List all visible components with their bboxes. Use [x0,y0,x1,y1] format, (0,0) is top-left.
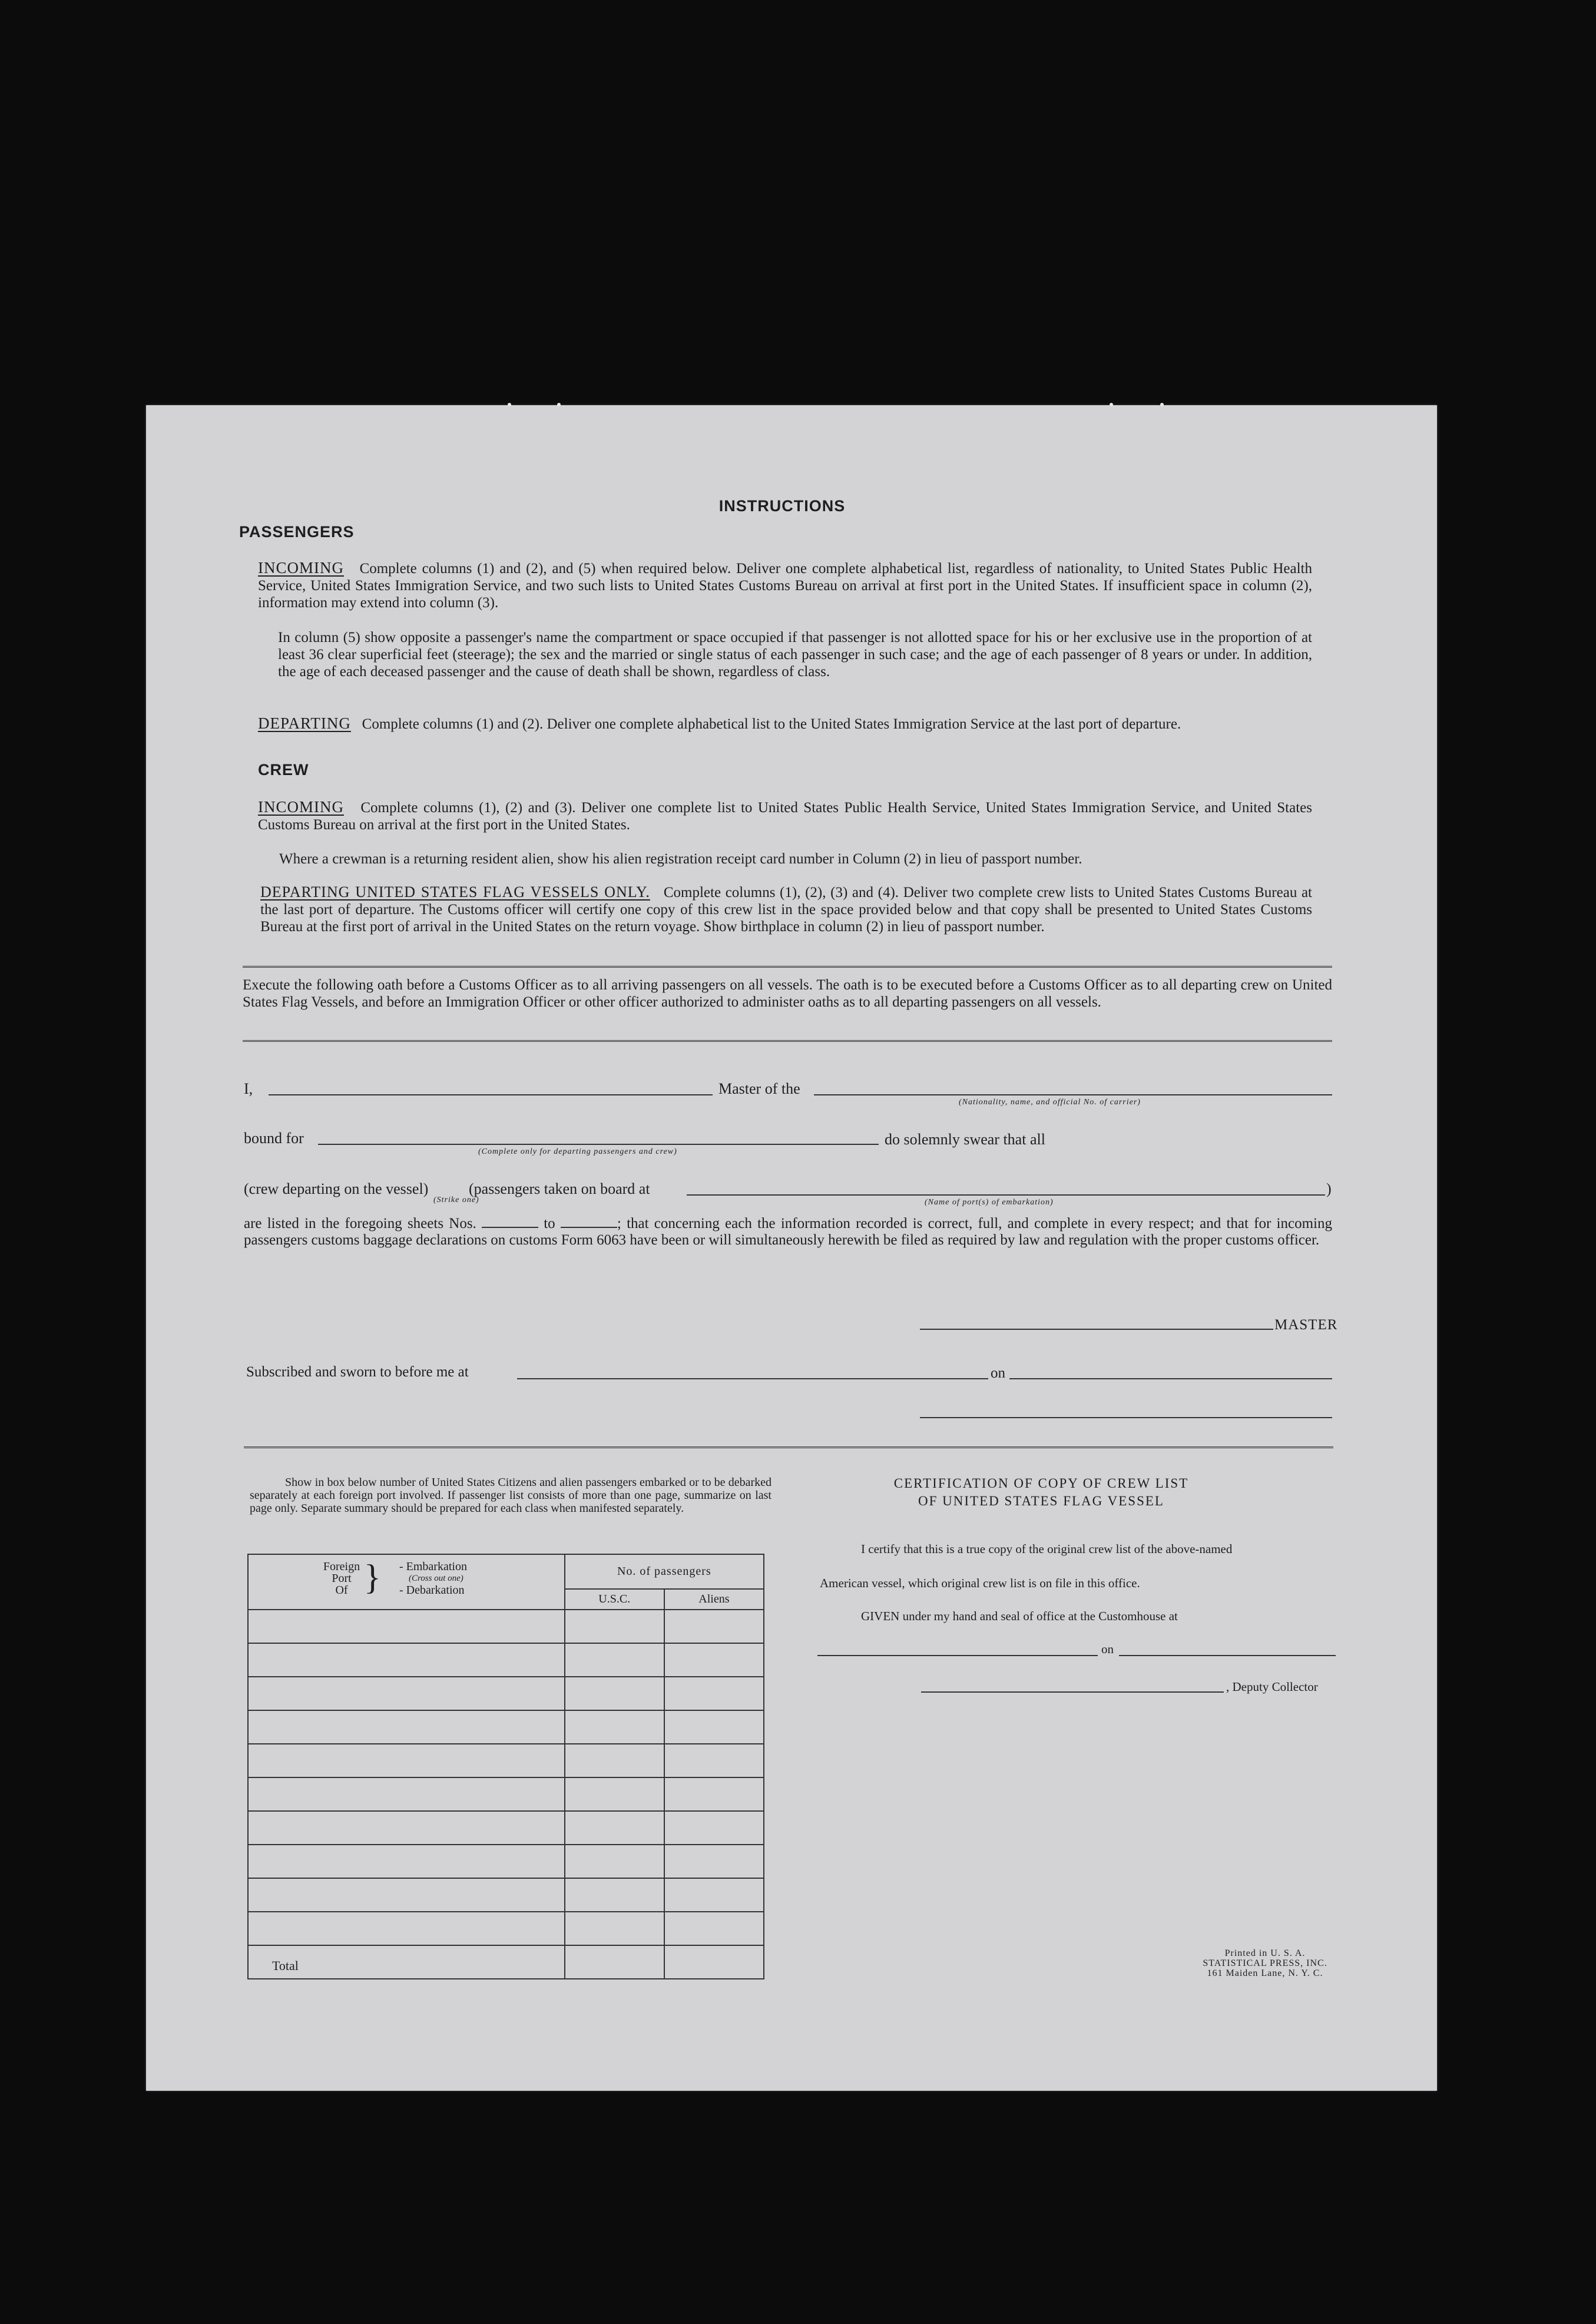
crew-incoming-label: INCOMING [258,798,344,816]
listed-to: to [544,1216,555,1231]
punch-hole-mark [1110,403,1113,406]
officer-signature-field[interactable] [920,1417,1332,1418]
certification-title-line1: CERTIFICATION OF COPY OF CREW LIST [893,1476,1189,1491]
subscribed-label: Subscribed and sworn to before me at [246,1364,469,1380]
aliens-cell[interactable] [664,1643,764,1677]
total-label: Total [248,1945,565,1979]
crew-departing-option: (crew departing on the vessel) [244,1180,429,1197]
summary-instruction: Show in box below number of United States Citizens and alien passengers embarked or to be debarked separately at each foreign port involved. If passenger list consists of more than one page, summarize on last page only. Separate summary should be prepared for each class when manifested separately. [250,1476,771,1515]
crew-departing-label: DEPARTING UNITED STATES FLAG VESSELS ONLY. [260,883,650,901]
table-row [248,1643,764,1677]
master-label: MASTER [1274,1317,1338,1333]
crew-incoming-paragraph [258,799,1312,833]
american-vessel-text: American vessel, which original crew list is on file in this office. [820,1576,1140,1590]
swear-text: do solemnly swear that all [885,1131,1045,1148]
usc-cell[interactable] [565,1845,664,1878]
port-cell[interactable] [248,1777,565,1811]
aliens-cell[interactable] [664,1811,764,1845]
printer-line2: STATISTICAL PRESS, INC. [1203,1958,1327,1968]
listed-rest: ; that concerning each the information recorded is correct, full, and complete in every respect; and that for incoming passengers customs baggage declarations on customs Form 6063 have been or will simultaneously herewith be filed as required by law and regulation with the proper customs officer. [244,1216,1332,1248]
usc-cell[interactable] [565,1744,664,1777]
port-cell[interactable] [248,1845,565,1878]
deputy-collector-label: , Deputy Collector [1226,1680,1318,1694]
oath-paragraph [244,1216,1332,1249]
aliens-cell[interactable] [664,1912,764,1945]
passengers-incoming-paragraph [258,560,1312,611]
crew-heading: CREW [258,761,309,779]
table-row [248,1878,764,1912]
table-row [248,1710,764,1744]
port-cell[interactable] [248,1811,565,1845]
usc-cell[interactable] [565,1677,664,1710]
usc-header: U.S.C. [565,1589,664,1610]
passenger-summary-table [247,1554,764,1979]
oath-instruction: Execute the following oath before a Customs Officer as to all arriving passengers on all vessels. The oath is to be executed before a Customs Officer as to all departing crew on United States Flag Vessels, and before an Immigration Officer or other officer authorized to administer oaths as to all departing passengers on all vessels. [243,977,1332,1010]
port-header-cell [248,1554,565,1610]
section-divider [244,1446,1333,1452]
port-cell[interactable] [248,1710,565,1744]
punch-hole-mark [1160,403,1164,406]
crew-incoming-text: Complete columns (1), (2) and (3). Deliver one complete list to United States Public Health Service, United States Immigration Service, and United States Customs Bureau on arrival at the first port in the United States. [258,800,1312,833]
aliens-cell[interactable] [664,1777,764,1811]
sworn-place-field[interactable] [517,1378,988,1379]
carrier-note: (Nationality, name, and official No. of carrier) [959,1098,1141,1107]
cert-on-label: on [1101,1642,1114,1656]
usc-cell[interactable] [565,1610,664,1643]
printer-line1: Printed in U. S. A. [1224,1948,1306,1958]
aliens-cell[interactable] [664,1710,764,1744]
printer-imprint [1147,1948,1383,1978]
port-cell[interactable] [248,1912,565,1945]
aliens-cell[interactable] [664,1610,764,1643]
passengers-incoming-label: INCOMING [258,559,344,577]
passengers-departing-text: Complete columns (1) and (2). Deliver one complete alphabetical list to the United States Immigration Service at the last port of departure. [362,716,1181,732]
foreign-word: Foreign [323,1560,360,1573]
port-cell[interactable] [248,1878,565,1912]
table-row [248,1744,764,1777]
port-word: Port [332,1572,352,1585]
table-row [248,1610,764,1643]
total-row [248,1945,764,1979]
embarkation-label: - Embarkation [399,1560,467,1573]
port-cell[interactable] [248,1610,565,1643]
crew-resident-paragraph: Where a crewman is a returning resident alien, show his alien registration receipt card number in Column (2) in lieu of passport number. [279,851,1082,867]
bound-for-label: bound for [244,1130,304,1147]
aliens-cell[interactable] [664,1744,764,1777]
port-cell[interactable] [248,1677,565,1710]
sheet-from-field[interactable] [482,1216,538,1228]
foreign-port-label [318,1561,365,1596]
aliens-cell[interactable] [664,1845,764,1878]
table-row [248,1845,764,1878]
passengers-taken-option: (passengers taken on board at [469,1180,650,1197]
crew-departing-text: Complete columns (1), (2), (3) and (4). Deliver two complete crew lists to United States Customs Bureau at the last port of departure. The Customs officer will certify one copy of this crew list in the space provided below and that copy shall be presented to United States Customs Bureau at the first port of arrival in the United States on the return voyage. Show birthplace in column (2) in lieu of passport number. [260,885,1312,935]
of-word: Of [335,1584,348,1597]
bound-for-field[interactable] [318,1144,879,1145]
strike-one-note: (Strike one) [433,1196,479,1204]
certification-title [817,1475,1265,1510]
punch-hole-mark [557,403,561,406]
passengers-departing-paragraph [258,715,1312,733]
cross-out-note: (Cross out one) [409,1574,463,1583]
sheet-to-field[interactable] [561,1216,617,1228]
section-divider [243,1040,1332,1045]
listed-prefix: are listed in the foregoing sheets Nos. [244,1216,476,1231]
usc-cell[interactable] [565,1777,664,1811]
master-of-label: Master of the [718,1080,800,1097]
usc-cell[interactable] [565,1878,664,1912]
debarkation-label: - Debarkation [399,1584,465,1597]
brace-icon: } [364,1558,381,1597]
form-sheet [146,405,1437,2091]
aliens-header: Aliens [664,1589,764,1610]
instructions-title: INSTRUCTIONS [718,497,846,515]
oath-i-label: I, [244,1080,253,1097]
aliens-cell[interactable] [664,1878,764,1912]
master-name-field[interactable] [269,1094,713,1095]
passengers-heading: PASSENGERS [239,523,355,541]
bound-for-note: (Complete only for departing passengers and crew) [478,1147,677,1156]
printer-line3: 161 Maiden Lane, N. Y. C. [1207,1968,1323,1978]
table-row [248,1912,764,1945]
carrier-field[interactable] [814,1094,1332,1095]
certification-title-line2: OF UNITED STATES FLAG VESSEL [918,1494,1164,1508]
table-row [248,1777,764,1811]
usc-total-cell[interactable] [565,1945,664,1979]
table-row [248,1677,764,1710]
cert-date-field[interactable] [1119,1655,1336,1656]
port-note: (Name of port(s) of embarkation) [925,1198,1054,1207]
port-cell[interactable] [248,1643,565,1677]
passengers-departing-label: DEPARTING [258,714,351,732]
usc-cell[interactable] [565,1643,664,1677]
master-signature-field[interactable] [920,1329,1273,1330]
sworn-on-label: on [991,1365,1005,1381]
passengers-incoming-text: Complete columns (1) and (2), and (5) when required below. Deliver one complete alphabetical list, regardless of nationality, to United States Public Health Service, United States Immigration Service, and two such lists to United States Customs Bureau on arrival at first port in the United States. If insufficient space in column (2), information may extend into column (3). [258,561,1312,611]
customhouse-field[interactable] [817,1655,1098,1656]
given-text: GIVEN under my hand and seal of office at the Customhouse at [861,1609,1178,1623]
aliens-total-cell[interactable] [664,1945,764,1979]
certify-text: I certify that this is a true copy of the original crew list of the above-named [861,1542,1233,1556]
punch-hole-mark [508,403,511,406]
table-row [248,1811,764,1845]
embarkation-port-field[interactable] [687,1194,1325,1196]
deputy-signature-field[interactable] [921,1691,1224,1693]
port-cell[interactable] [248,1744,565,1777]
close-paren: ) [1326,1180,1332,1197]
usc-cell[interactable] [565,1912,664,1945]
usc-cell[interactable] [565,1811,664,1845]
no-of-passengers-header: No. of passengers [565,1554,764,1589]
column5-paragraph: In column (5) show opposite a passenger's name the compartment or space occupied if that passenger is not allotted space for his or her exclusive use in the proportion of at least 36 clear superficial feet (steerage); the sex and the married or single status of each passenger in such case; and the age of each passenger of 8 years or under. In addition, the age of each deceased passenger and the cause of death shall be shown, regardless of class. [278,630,1312,680]
crew-departing-paragraph [260,883,1312,935]
sworn-date-field[interactable] [1009,1378,1332,1379]
section-divider [243,966,1332,971]
usc-cell[interactable] [565,1710,664,1744]
aliens-cell[interactable] [664,1677,764,1710]
